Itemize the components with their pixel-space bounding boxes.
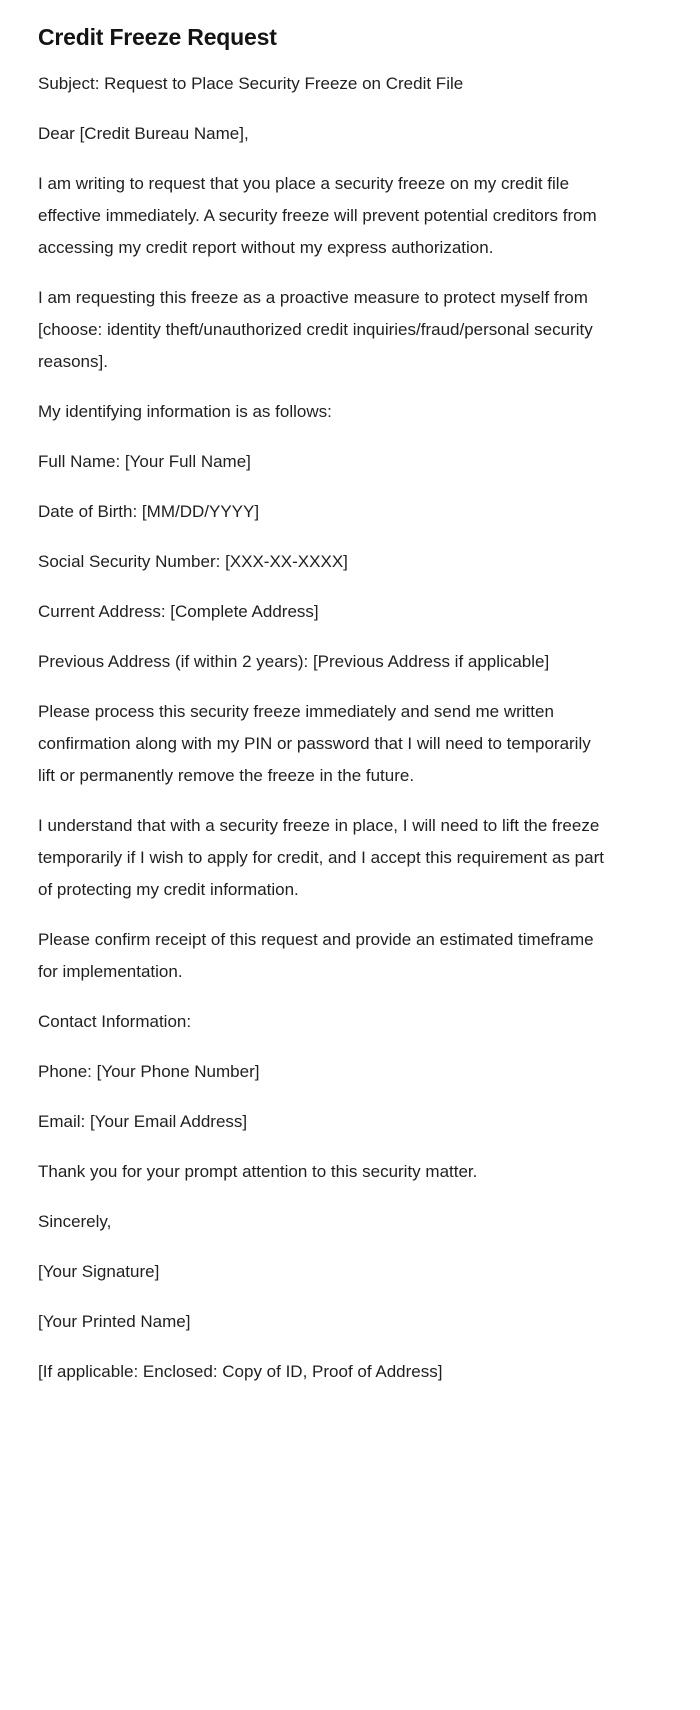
document-paragraph: I am requesting this freeze as a proactive measure to protect myself from [choose: identity theft/unauthorized credit inquiries/fraud/personal security reasons]. <box>38 288 593 371</box>
document-paragraph: Sincerely, <box>38 1212 112 1231</box>
document-paragraph: My identifying information is as follows: <box>38 402 332 421</box>
document-paragraph: I am writing to request that you place a security freeze on my credit file effective immediately. A security freeze will prevent potential creditors from accessing my credit report without my express authorization. <box>38 174 597 257</box>
document-body <box>38 68 612 1388</box>
document-paragraph: Date of Birth: [MM/DD/YYYY] <box>38 502 260 521</box>
document-paragraph: Current Address: [Complete Address] <box>38 602 319 621</box>
document-paragraph: Social Security Number: [XXX-XX-XXXX] <box>38 552 348 571</box>
document-paragraph: Full Name: [Your Full Name] <box>38 452 251 471</box>
document-paragraph: Thank you for your prompt attention to this security matter. <box>38 1162 478 1181</box>
document-paragraph: Please confirm receipt of this request and provide an estimated timeframe for implementation. <box>38 930 594 981</box>
page-title: Credit Freeze Request <box>38 24 277 50</box>
document-paragraph: Phone: [Your Phone Number] <box>38 1062 260 1081</box>
document-paragraph: [Your Printed Name] <box>38 1312 191 1331</box>
document-paragraph: Dear [Credit Bureau Name], <box>38 124 249 143</box>
document-paragraph: [If applicable: Enclosed: Copy of ID, Proof of Address] <box>38 1362 443 1381</box>
document-paragraph: Subject: Request to Place Security Freeze on Credit File <box>38 74 464 93</box>
document-paragraph: Please process this security freeze immediately and send me written confirmation along with my PIN or password that I will need to temporarily lift or permanently remove the freeze in the future. <box>38 702 591 785</box>
document-paragraph: Contact Information: <box>38 1012 192 1031</box>
document-paragraph: I understand that with a security freeze in place, I will need to lift the freeze temporarily if I wish to apply for credit, and I accept this requirement as part of protecting my credit information. <box>38 816 604 899</box>
document-paragraph: Previous Address (if within 2 years): [Previous Address if applicable] <box>38 652 550 671</box>
document-paragraph: Email: [Your Email Address] <box>38 1112 248 1131</box>
document-paragraph: [Your Signature] <box>38 1262 160 1281</box>
